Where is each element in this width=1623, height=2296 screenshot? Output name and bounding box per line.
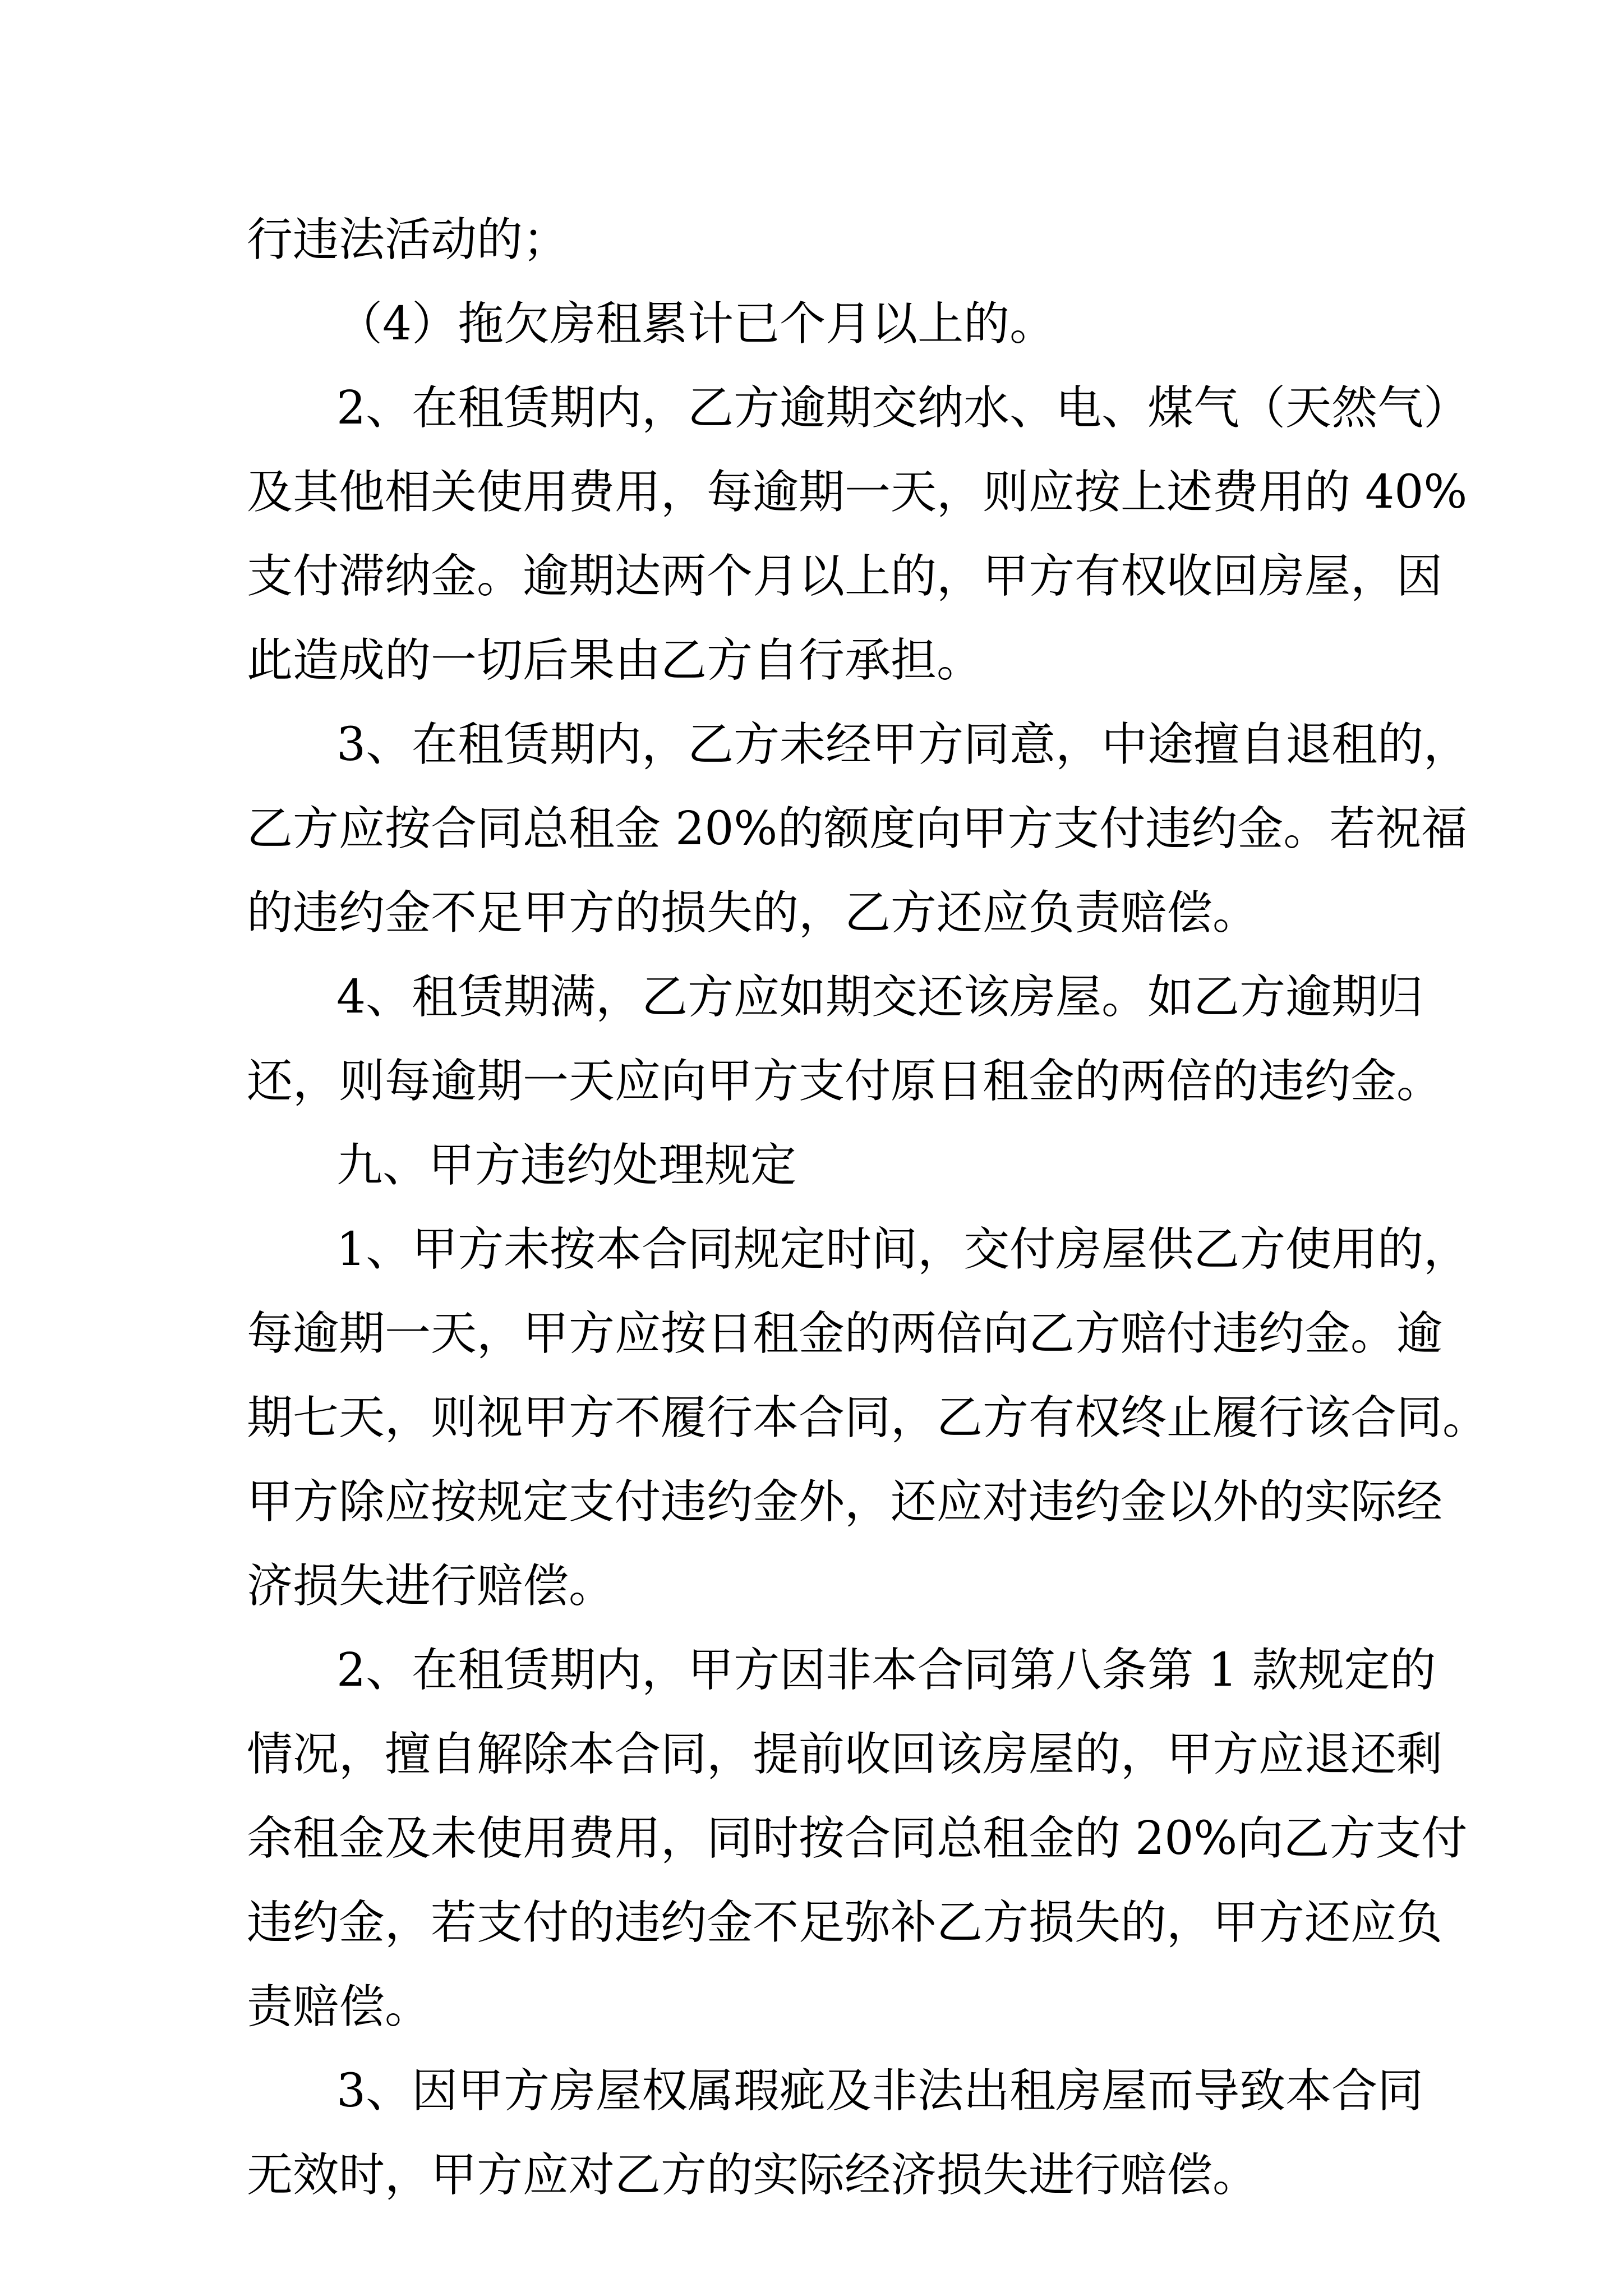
text-line: 每逾期一天，甲方应按日租金的两倍向乙方赔付违约金。逾	[247, 1307, 1443, 1360]
text-line: 行违法活动的；	[247, 213, 569, 266]
text-line: 济损失进行赔偿。	[247, 1559, 615, 1613]
text-line: 责赔偿。	[247, 1980, 431, 2033]
text-line: 无效时，甲方应对乙方的实际经济损失进行赔偿。	[247, 2148, 1259, 2202]
text-line: 3、因甲方房屋权属瑕疵及非法出租房屋而导致本合同	[336, 2064, 1424, 2118]
text-line: 及其他相关使用费用，每逾期一天，则应按上述费用的 40%	[247, 466, 1468, 519]
text-line: 此造成的一切后果由乙方自行承担。	[247, 634, 983, 687]
text-line: 4、租赁期满，乙方应如期交还该房屋。如乙方逾期归	[336, 970, 1424, 1024]
text-line: 乙方应按合同总租金 20%的额度向甲方支付违约金。若祝福	[247, 802, 1468, 855]
text-line: 1、甲方未按本合同规定时间，交付房屋供乙方使用的，	[336, 1223, 1470, 1276]
text-line: 余租金及未使用费用，同时按合同总租金的 20%向乙方支付	[247, 1812, 1468, 1865]
section-heading: 九、甲方违约处理规定	[336, 1139, 797, 1192]
text-line: 3、在租赁期内，乙方未经甲方同意，中途擅自退租的，	[336, 718, 1470, 771]
text-line: 违约金，若支付的违约金不足弥补乙方损失的，甲方还应负	[247, 1896, 1443, 1949]
text-line: 期七天，则视甲方不履行本合同，乙方有权终止履行该合同。	[247, 1391, 1489, 1444]
text-line: 情况，擅自解除本合同，提前收回该房屋的，甲方应退还剩	[247, 1728, 1443, 1781]
text-line: 甲方除应按规定支付违约金外，还应对违约金以外的实际经	[247, 1475, 1443, 1529]
text-line: 还，则每逾期一天应向甲方支付原日租金的两倍的违约金。	[247, 1055, 1443, 1108]
text-line: 支付滞纳金。逾期达两个月以上的，甲方有权收回房屋，因	[247, 550, 1443, 603]
text-line: （4）拖欠房租累计已个月以上的。	[336, 297, 1056, 351]
text-line: 2、在租赁期内，甲方因非本合同第八条第 1 款规定的	[336, 1644, 1436, 1697]
text-line: 2、在租赁期内，乙方逾期交纳水、电、煤气（天然气）	[336, 381, 1470, 435]
text-line: 的违约金不足甲方的损失的，乙方还应负责赔偿。	[247, 886, 1259, 940]
